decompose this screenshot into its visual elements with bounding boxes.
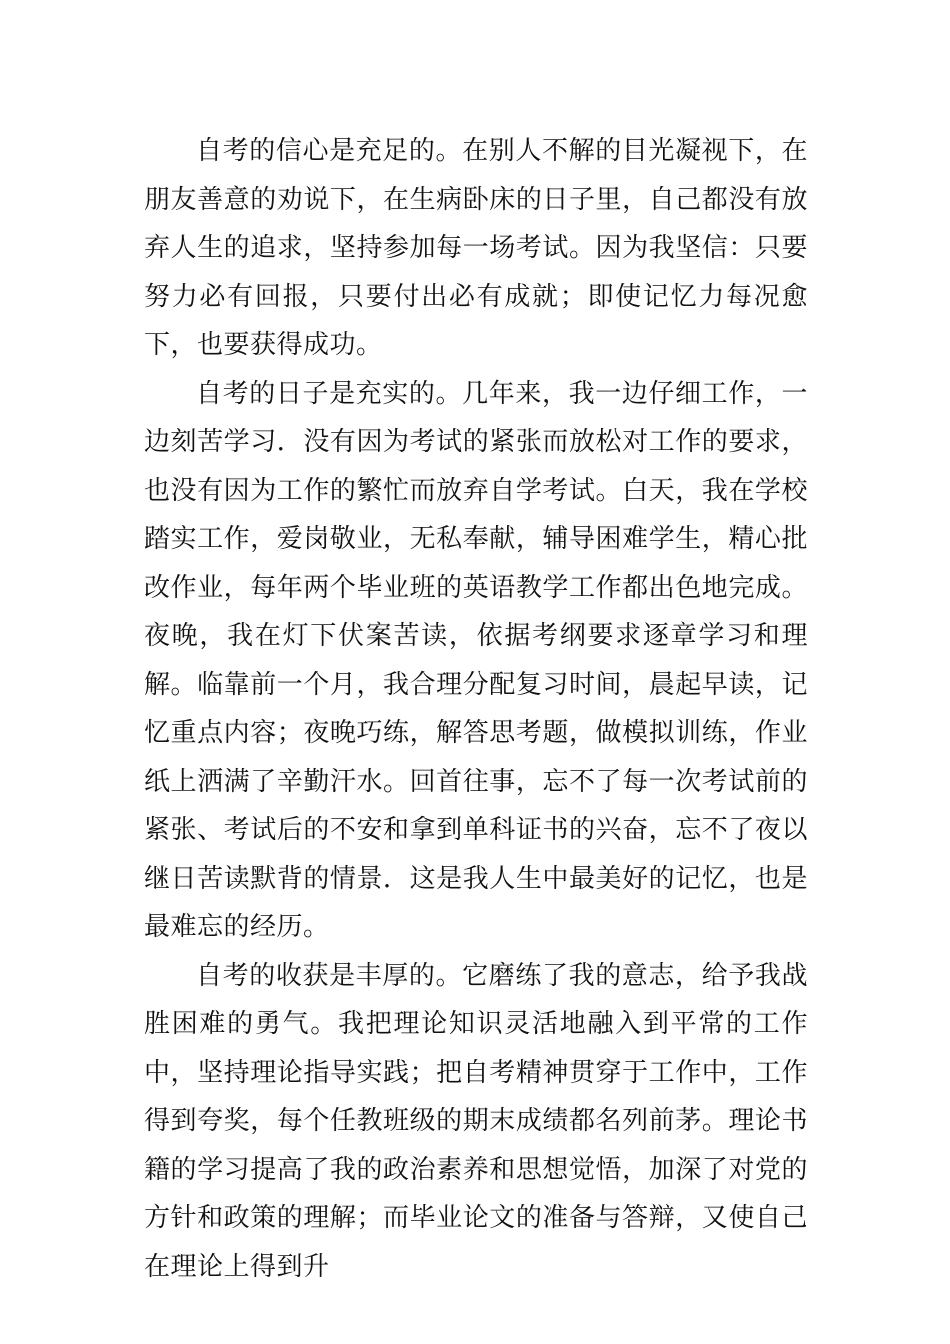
paragraph-confidence: 自考的信心是充足的。在别人不解的目光凝视下，在朋友善意的劝说下，在生病卧床的日子里，自己都没有放弃人生的追求，坚持参加每一场考试。因为我坚信：只要努力必有回报，只要付出必有成就；即使记忆力每况愈下，也要获得成功。 [144, 136, 808, 360]
paragraph-daily-life: 自考的日子是充实的。几年来，我一边仔细工作，一边刻苦学习．没有因为考试的紧张而放松对工作的要求，也没有因为工作的繁忙而放弃自学考试。白天，我在学校踏实工作，爱岗敬业，无私奉献，辅导困难学生，精心批改作业，每年两个毕业班的英语教学工作都出色地完成。夜晚，我在灯下伏案苦读，依据考纲要求逐章学习和理解。临靠前一个月，我合理分配复习时间，晨起早读，记忆重点内容；夜晚巧练，解答思考题，做模拟训练，作业纸上洒满了辛勤汗水。回首往事，忘不了每一次考试前的紧张、考试后的不安和拿到单科证书的兴奋，忘不了夜以继日苦读默背的情景．这是我人生中最美好的记忆，也是最难忘的经历。 [144, 378, 808, 942]
document-page [144, 127, 808, 1291]
paragraph-harvest: 自考的收获是丰厚的。它磨练了我的意志，给予我战胜困难的勇气。我把理论知识灵活地融入到平常的工作中，坚持理论指导实践；把自考精神贯穿于工作中，工作得到夸奖，每个任教班级的期末成绩都名列前茅。理论书籍的学习提高了我的政治素养和思想觉悟，加深了对党的方针和政策的理解；而毕业论文的准备与答辩，又使自己在理论上得到升 [144, 960, 808, 1282]
